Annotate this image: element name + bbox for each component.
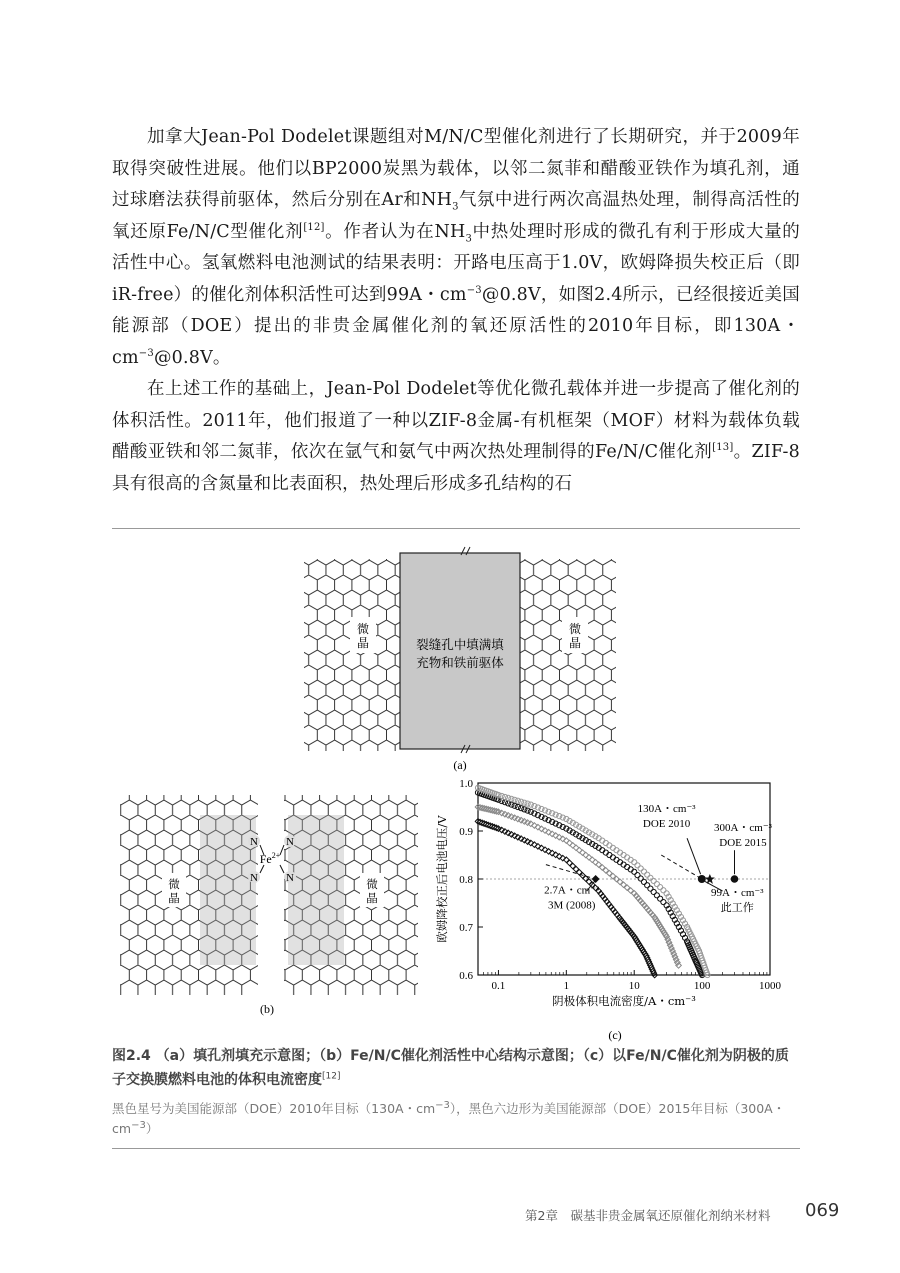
crystal-label-left-2: 晶 — [356, 636, 370, 650]
figure-caption: 图2.4 （a）填孔剂填充示意图；（b）Fe/N/C催化剂活性中心结构示意图；（c）以Fe/N/C催化剂为阴极的质子交换膜燃料电池的体积电流密度[12] — [112, 1048, 789, 1088]
data-point — [512, 797, 517, 802]
marker-this-work — [698, 875, 706, 883]
crystal-label-b-left-2: 晶 — [168, 891, 180, 905]
figure-a-pore-filling-diagram — [300, 545, 620, 775]
data-point — [506, 795, 511, 800]
shaded-region-left — [200, 815, 256, 965]
crystal-label-right-1: 微 — [568, 622, 582, 636]
running-footer-chapter: 第2章 碳基非贵金属氧还原催化剂纳米材料 — [525, 1208, 771, 1223]
data-point — [635, 873, 640, 878]
y-tick-label: 1.0 — [459, 778, 473, 790]
data-point — [515, 798, 520, 803]
n-label-3: N — [286, 836, 294, 848]
x-tick-label: 1 — [563, 980, 570, 992]
data-point — [638, 876, 643, 881]
y-tick-label: 0.8 — [459, 874, 473, 886]
x-tick-label: 100 — [693, 980, 711, 992]
data-point — [525, 808, 530, 813]
data-point — [658, 896, 663, 901]
data-point — [583, 852, 589, 858]
shaded-region-right — [288, 815, 344, 965]
crystal-label-b-left-1: 微 — [168, 877, 180, 891]
data-point — [522, 800, 527, 805]
n-label-2: N — [250, 872, 258, 884]
crystal-label-b-right-2: 晶 — [366, 891, 378, 905]
data-point — [651, 878, 656, 883]
pore-text-line1: 裂缝孔中填满填 — [416, 637, 504, 652]
data-point — [499, 793, 504, 798]
arrow-doe-2010 — [687, 838, 701, 874]
figure-a-label: (a) — [453, 758, 467, 772]
x-tick-label: 1000 — [759, 980, 781, 992]
y-axis-label: 欧姆降校正后电池电压/V — [435, 815, 449, 943]
paragraph-2: 在上述工作的基础上，Jean-Pol Dodelet等优化微孔载体并进一步提高了催化剂的体积活性。2011年，他们报道了一种以ZIF-8金属-有机框架（MOF）材料为载体负载醋酸亚铁和邻二氮菲，依次在氩气和氨气中两次热处理制得的Fe/N/C催化剂[13]。ZIF-8具有很高的含氮量和比表面积，热处理后形成多孔结构的石 — [112, 379, 800, 494]
series-black-diamond — [475, 819, 657, 978]
data-point — [648, 886, 653, 891]
annotation-sublabel: 此工作 — [720, 901, 754, 914]
y-tick-label: 0.7 — [459, 922, 473, 934]
annotation-label: 99A・cm⁻³ — [711, 886, 764, 899]
data-point — [645, 883, 650, 888]
data-point — [648, 875, 653, 880]
marker-3m-2008 — [592, 875, 600, 883]
data-point — [638, 866, 643, 871]
citation-12: [12] — [303, 221, 325, 233]
figure-bottom-rule — [112, 1148, 800, 1149]
pore-text-line2: 充物和铁前驱体 — [416, 655, 504, 670]
data-point — [654, 881, 659, 886]
data-point — [654, 893, 659, 898]
guide-dash-this-work — [661, 855, 702, 879]
data-point — [635, 863, 640, 868]
data-point — [573, 845, 579, 851]
data-point — [586, 855, 592, 861]
graphene-crystallite-right — [520, 559, 616, 751]
n-label-4: N — [286, 872, 294, 884]
data-point — [641, 869, 646, 874]
crystal-label-b-right-1: 微 — [366, 877, 378, 891]
chart-root — [435, 778, 782, 1008]
data-point — [519, 799, 524, 804]
page-number: 069 — [805, 1200, 840, 1221]
data-point — [593, 859, 599, 865]
x-tick-label: 0.1 — [491, 980, 506, 992]
crystal-label-left-1: 微 — [356, 622, 370, 636]
data-point — [589, 857, 595, 863]
figure-c-label: (c) — [608, 1028, 622, 1042]
marker-doe-2015-hexagon — [731, 875, 739, 883]
figure-note: 黑色星号为美国能源部（DOE）2010年目标（130A・$cm^{-3}$），黑色六边形为美国能源部（DOE）2015年目标（300A・$cm^{-3}$） — [112, 1099, 786, 1136]
data-point — [641, 879, 646, 884]
data-point — [525, 801, 530, 806]
figure-top-rule — [112, 528, 800, 529]
data-point — [645, 872, 650, 877]
data-point — [661, 888, 666, 893]
figure-b-label: (b) — [260, 1002, 274, 1016]
x-axis-label: 阴极体积电流密度/A・cm⁻³ — [552, 994, 696, 1008]
annotation-sublabel: DOE 2015 — [719, 837, 767, 849]
data-point — [502, 794, 507, 799]
data-point — [580, 850, 586, 856]
n-label-1: N — [250, 836, 258, 848]
annotation-label: 300A・cm⁻³ — [713, 822, 772, 834]
data-point — [509, 802, 514, 807]
data-point — [567, 840, 573, 846]
data-point — [658, 885, 663, 890]
annotation-label: 130A・cm⁻³ — [637, 802, 696, 815]
annotation-label: 2.7A・cm⁻³ — [544, 884, 600, 897]
figure-b-active-site-diagram — [112, 785, 422, 1017]
data-point — [651, 889, 656, 894]
figure-c-polarization-chart — [430, 773, 800, 1043]
annotation-sublabel: 3M (2008) — [548, 899, 596, 912]
annotation-sublabel: DOE 2010 — [642, 817, 691, 830]
data-point — [576, 847, 582, 853]
data-point — [519, 806, 524, 811]
x-tick-label: 10 — [628, 980, 640, 992]
paragraph-1: 加拿大Jean-Pol Dodelet课题组对M/N/C型催化剂进行了长期研究，并于2009年取得突破性进展。他们以BP2000炭黑为载体，以邻二氮菲和醋酸亚铁作为填孔剂，通过球磨法获得前驱体，然后分别在Ar和$NH_3$气氛中进行两次高温热处理，制得高活性的氧还原Fe/N/C型催化剂[12]。作者认为在$NH_3$中热处理时形成的微孔有利于形成大量的活性中心。氢氧燃料电池测试的结果表明：开路电压高于1.0V，欧姆降损失校正后（即iR-free）的催化剂体积活性可达到99A・$cm^{-3}@0.8V$，如图2.4所示，已经很接近美国能源部（DOE）提出的非贵金属催化剂的氧还原活性的2010年目标，即130A・$cm^{-3}@0.8V$。 — [112, 127, 800, 368]
data-point — [515, 804, 520, 809]
crystal-label-right-2: 晶 — [568, 636, 582, 650]
y-tick-label: 0.6 — [459, 970, 473, 982]
data-point — [509, 796, 514, 801]
data-point — [522, 807, 527, 812]
fe-center: $Fe^{2+}$ — [259, 851, 281, 866]
citation-13: [13] — [712, 442, 734, 454]
data-point — [570, 843, 576, 849]
graphene-crystallite-left — [304, 559, 400, 751]
data-point — [661, 899, 666, 904]
data-point — [512, 803, 517, 808]
y-tick-label: 0.9 — [459, 826, 473, 838]
